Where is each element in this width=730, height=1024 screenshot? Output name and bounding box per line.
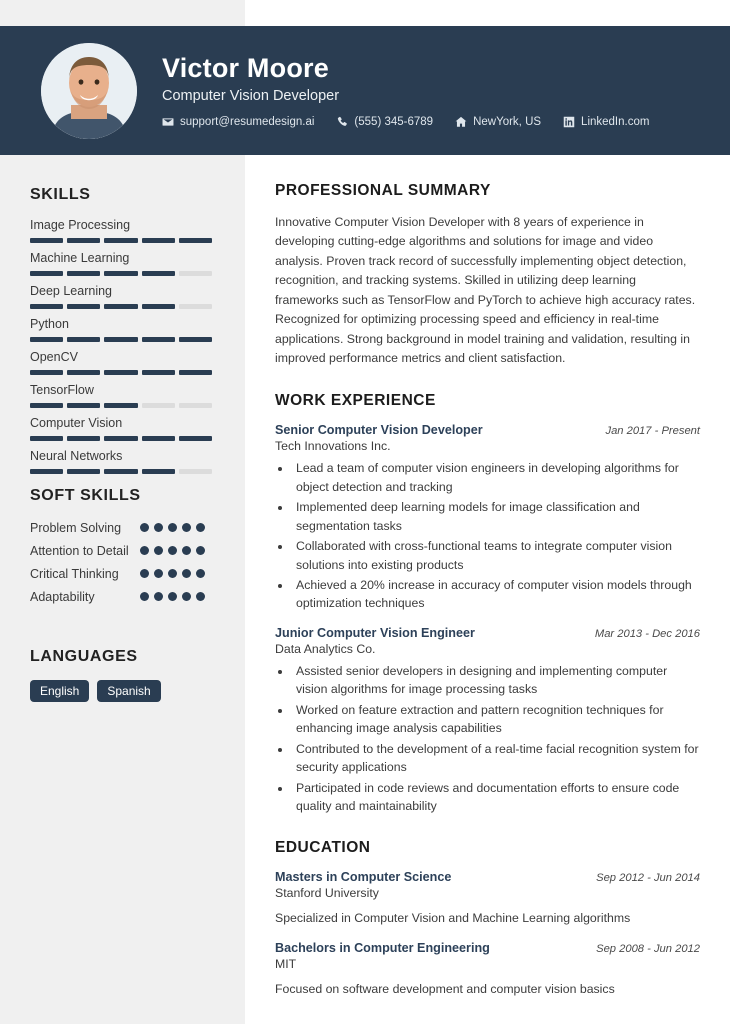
skill-level-segment	[67, 271, 100, 276]
education-entry	[275, 941, 700, 998]
skill-name: Image Processing	[30, 218, 131, 232]
rating-dot	[168, 569, 177, 578]
skill-level-segment	[104, 238, 137, 243]
skill-item	[30, 218, 212, 243]
skill-name: OpenCV	[30, 350, 78, 364]
job-bullet: • Collaborated with cross-functional teams to integrate computer vision solutions into existing products	[292, 537, 700, 574]
contact-linkedin[interactable]	[563, 116, 649, 128]
rating-dot	[140, 546, 149, 555]
rating-dot	[196, 592, 205, 601]
skill-level-segment	[67, 436, 100, 441]
skill-level-bar	[30, 436, 212, 441]
rating-dot	[154, 569, 163, 578]
job-bullet: • Worked on feature extraction and pattern recognition techniques for enhancing image analysis capabilities	[292, 701, 700, 738]
skill-level-segment	[104, 469, 137, 474]
rating-dot	[154, 592, 163, 601]
rating-dot	[196, 546, 205, 555]
degree-title: Masters in Computer Science	[275, 870, 452, 885]
language-badge: English	[30, 680, 89, 702]
soft-skill-item	[30, 588, 212, 606]
education-list	[275, 870, 700, 998]
education-section	[275, 839, 700, 998]
skill-item	[30, 383, 212, 408]
skill-level-segment	[179, 403, 212, 408]
skill-level-segment	[67, 370, 100, 375]
candidate-name: Victor Moore	[162, 52, 329, 83]
skill-level-segment	[104, 403, 137, 408]
contact-phone-text: (555) 345-6789	[354, 116, 434, 129]
skill-level-segment	[67, 337, 100, 342]
rating-dot	[140, 569, 149, 578]
rating-dot	[182, 569, 191, 578]
skills-list	[30, 218, 212, 474]
summary-text: Innovative Computer Vision Developer with 8 years of experience in developing cutting-edge algorithms and solutions for image and video analysis. Proven track record of successfully implementing object detection, recognition, and tracking systems. Skilled in utilizing deep learning frameworks such as TensorFlow and PyTorch to achieve high accuracy rates. Recognized for optimizing processing speed and efficiency in real-time applications. Strong background in model training and validation, resulting in improved performance metrics and client satisfaction.	[275, 215, 696, 365]
skill-level-segment	[179, 337, 212, 342]
rating-dot	[168, 592, 177, 601]
skill-level-segment	[142, 337, 175, 342]
skill-level-segment	[104, 304, 137, 309]
skill-level-segment	[142, 238, 175, 243]
skill-level-segment	[30, 238, 63, 243]
job-title: Junior Computer Vision Engineer	[275, 625, 475, 640]
skill-level-segment	[142, 271, 175, 276]
skill-item	[30, 416, 212, 441]
soft-skill-item	[30, 565, 212, 583]
skill-level-segment	[179, 436, 212, 441]
skill-level-segment	[179, 304, 212, 309]
skill-level-segment	[104, 271, 137, 276]
skill-level-segment	[142, 436, 175, 441]
school-name: Stanford University	[275, 886, 379, 901]
language-badge: Spanish	[97, 680, 160, 702]
job-date: Jan 2017 - Present	[605, 425, 700, 438]
experience-section	[275, 392, 700, 815]
skills-heading: SKILLS	[30, 186, 91, 203]
soft-skill-name: Adaptability	[30, 590, 95, 605]
degree-description: Focused on software development and computer vision basics	[275, 981, 615, 996]
skill-level-segment	[30, 469, 63, 474]
skill-level-segment	[30, 304, 63, 309]
skill-level-segment	[142, 469, 175, 474]
entry-header	[275, 626, 700, 640]
skill-level-segment	[104, 370, 137, 375]
skill-name: Deep Learning	[30, 284, 113, 298]
skill-level-segment	[67, 304, 100, 309]
soft-skill-name: Problem Solving	[30, 521, 122, 535]
linkedin-icon	[563, 116, 575, 128]
soft-skill-name: Critical Thinking	[30, 567, 119, 582]
skill-level-segment	[179, 271, 212, 276]
skill-level-segment	[67, 238, 100, 243]
rating-dot	[168, 546, 177, 555]
job-title: Senior Computer Vision Developer	[275, 423, 483, 438]
skill-level-segment	[104, 436, 137, 441]
job-company: Tech Innovations Inc.	[275, 439, 391, 454]
soft-skill-rating	[140, 588, 212, 601]
job-bullet: • Implemented deep learning models for image classification and segmentation tasks	[292, 498, 700, 535]
school-name: MIT	[275, 956, 297, 971]
rating-dot	[196, 523, 205, 532]
phone-icon	[336, 116, 348, 128]
avatar	[41, 43, 137, 139]
rating-dot	[140, 592, 149, 601]
skill-level-segment	[67, 403, 100, 408]
rating-dot	[154, 523, 163, 532]
experience-list	[275, 423, 700, 815]
entry-header	[275, 870, 700, 884]
skill-level-segment	[142, 403, 175, 408]
skill-item	[30, 317, 212, 342]
degree-title: Bachelors in Computer Engineering	[275, 940, 490, 955]
job-bullet: • Contributed to the development of a real-time facial recognition system for security applications	[292, 740, 700, 777]
languages-section	[0, 648, 245, 702]
rating-dot	[196, 569, 205, 578]
rating-dot	[182, 546, 191, 555]
rating-dot	[168, 523, 177, 532]
contact-location[interactable]	[455, 116, 541, 128]
education-entry	[275, 870, 700, 927]
degree-description: Specialized in Computer Vision and Machine Learning algorithms	[275, 911, 631, 926]
job-bullet: • Achieved a 20% increase in accuracy of computer vision models through optimization techniques	[292, 576, 700, 613]
skill-name: Python	[30, 317, 69, 331]
contact-email-text: support@resumedesign.ai	[180, 116, 315, 129]
skill-level-segment	[67, 469, 100, 474]
skill-level-segment	[179, 238, 212, 243]
job-date: Mar 2013 - Dec 2016	[594, 627, 700, 640]
experience-heading: WORK EXPERIENCE	[275, 392, 436, 410]
job-bullets	[292, 459, 700, 613]
skill-level-segment	[104, 337, 137, 342]
skill-level-segment	[142, 370, 175, 375]
skills-section	[0, 186, 245, 482]
education-heading: EDUCATION	[275, 839, 371, 857]
rating-dot	[182, 592, 191, 601]
header-text	[162, 53, 649, 128]
candidate-role: Computer Vision Developer	[162, 88, 340, 105]
experience-entry	[275, 423, 700, 613]
skill-name: TensorFlow	[30, 383, 94, 397]
skill-level-segment	[30, 271, 63, 276]
contact-list	[162, 116, 649, 128]
job-company: Data Analytics Co.	[275, 641, 376, 656]
skill-level-segment	[30, 370, 63, 375]
skill-name: Neural Networks	[30, 449, 123, 463]
summary-section	[275, 182, 700, 368]
job-bullet: • Assisted senior developers in designing and implementing computer vision algorithms for image processing tasks	[292, 662, 700, 699]
rating-dot	[154, 546, 163, 555]
skill-level-segment	[30, 403, 63, 408]
experience-entry	[275, 626, 700, 816]
skill-level-bar	[30, 337, 212, 342]
main-column	[275, 182, 700, 1011]
soft-skills-list	[30, 519, 212, 607]
job-bullets	[292, 662, 700, 816]
soft-skill-rating	[140, 542, 212, 555]
skill-item	[30, 350, 212, 375]
skill-level-segment	[30, 337, 63, 342]
skill-level-bar	[30, 238, 212, 243]
soft-skill-item	[30, 519, 212, 537]
degree-date: Sep 2012 - Jun 2014	[596, 872, 700, 885]
skill-name: Machine Learning	[30, 251, 130, 265]
job-bullet: • Participated in code reviews and documentation efforts to ensure code quality and maintainability	[292, 779, 700, 816]
contact-email[interactable]	[162, 116, 314, 128]
summary-heading: PROFESSIONAL SUMMARY	[275, 182, 491, 199]
skill-level-bar	[30, 370, 212, 375]
entry-header	[275, 423, 700, 437]
skill-level-bar	[30, 304, 212, 309]
languages-list	[30, 680, 212, 702]
job-bullet: • Lead a team of computer vision engineers in developing algorithms for object detection and tracking	[292, 459, 700, 496]
skill-level-segment	[142, 304, 175, 309]
rating-dot	[140, 523, 149, 532]
skill-item	[30, 449, 212, 474]
skill-item	[30, 251, 212, 276]
soft-skills-section	[0, 487, 245, 612]
skill-level-segment	[30, 436, 63, 441]
soft-skills-heading: SOFT SKILLS	[30, 487, 141, 504]
soft-skill-name: Attention to Detail	[30, 544, 129, 559]
skill-level-segment	[179, 469, 212, 474]
entry-header	[275, 941, 700, 955]
skill-name: Computer Vision	[30, 416, 123, 430]
envelope-icon	[162, 116, 174, 128]
contact-linkedin-text: LinkedIn.com	[581, 116, 650, 129]
skill-level-bar	[30, 469, 212, 474]
skill-level-bar	[30, 271, 212, 276]
rating-dot	[182, 523, 191, 532]
degree-date: Sep 2008 - Jun 2012	[596, 942, 700, 955]
home-icon	[455, 116, 467, 128]
skill-level-bar	[30, 403, 212, 408]
languages-heading: LANGUAGES	[30, 648, 138, 665]
contact-location-text: NewYork, US	[473, 116, 542, 129]
contact-phone[interactable]	[336, 116, 433, 128]
skill-level-segment	[179, 370, 212, 375]
soft-skill-rating	[140, 519, 212, 532]
skill-item	[30, 284, 212, 309]
soft-skill-item	[30, 542, 212, 560]
resume-header	[0, 26, 730, 155]
soft-skill-rating	[140, 565, 212, 578]
